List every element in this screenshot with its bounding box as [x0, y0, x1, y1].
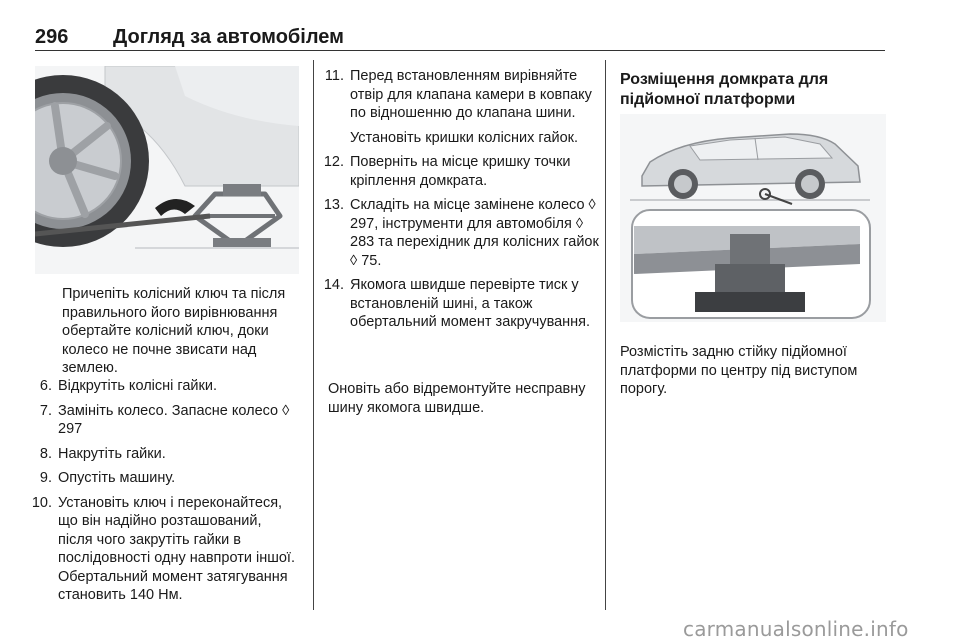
watermark: carmanualsonline.info	[683, 617, 909, 641]
step-text: Складіть на місце замінене колесо ◊ 297, інструменти для автомобіля ◊ 283 та перехідник для колісних гайок ◊ 75.	[350, 197, 599, 269]
repair-paragraph: Оновіть або відремонтуйте несправну шину якомога швидше.	[328, 381, 586, 416]
header-divider	[35, 50, 885, 51]
step-number: 12.	[323, 154, 344, 170]
list-item	[30, 494, 300, 605]
page-number: 296	[35, 26, 69, 48]
step-number: 11.	[324, 68, 344, 84]
step-text: Опустіть машину.	[58, 470, 176, 486]
lift-drawing	[620, 114, 886, 322]
jack-caption: Причепіть колісний ключ та після правильного його вирівнювання обертайте колісний ключ, доки колесо не почне звисати над землею.	[62, 286, 286, 376]
list-item	[322, 276, 600, 332]
step-number: 14.	[323, 277, 344, 293]
list-item	[30, 377, 300, 396]
list-item	[30, 445, 300, 464]
jack-illustration	[35, 66, 299, 274]
step-number: 13.	[323, 197, 344, 213]
lift-paragraph: Розмістіть задню стійку підйомної платформи по центру під виступом порогу.	[620, 344, 858, 397]
section-title: Розміщення домкрата для підйомної платформи	[620, 71, 829, 108]
step-text: Замініть колесо. Запасне колесо ◊ 297	[58, 402, 290, 437]
step-number: 9.	[39, 470, 52, 486]
jack-drawing	[35, 66, 299, 274]
list-item	[322, 67, 600, 147]
page-header	[35, 26, 885, 52]
step-number: 8.	[39, 445, 52, 462]
column-divider-left	[313, 60, 314, 610]
list-item	[322, 153, 600, 190]
step-number: 6.	[39, 378, 52, 394]
step-subtext: Установіть кришки колісних гайок.	[350, 129, 579, 146]
step-text: Перед встановленням вирівняйте отвір для клапана камери в ковпаку по відношенню до клапана шини.	[350, 68, 592, 121]
list-item	[30, 469, 300, 488]
steps-list-left	[30, 377, 300, 611]
step-text: Відкрутіть колісні гайки.	[58, 378, 217, 394]
list-item	[30, 402, 300, 439]
step-text: Установіть ключ і переконайтеся, що він надійно розташований, після чого закрутіть гайки в послідовності одну навпроти іншої. Обертальний момент затягування становить 140 Нм.	[58, 494, 295, 603]
column-divider-right	[605, 60, 606, 610]
step-text: Поверніть на місце кришку точки кріплення домкрата.	[350, 154, 571, 189]
step-text: Якомога швидше перевірте тиск у встановленій шині, а також обертальний момент закручування.	[350, 277, 591, 330]
step-text: Накрутіть гайки.	[58, 445, 166, 462]
lift-illustration	[620, 114, 886, 322]
list-item	[322, 196, 600, 270]
step-number: 7.	[39, 402, 52, 419]
steps-list-middle	[322, 67, 600, 338]
chapter-title: Догляд за автомобілем	[113, 26, 344, 48]
step-number: 10.	[31, 494, 52, 511]
